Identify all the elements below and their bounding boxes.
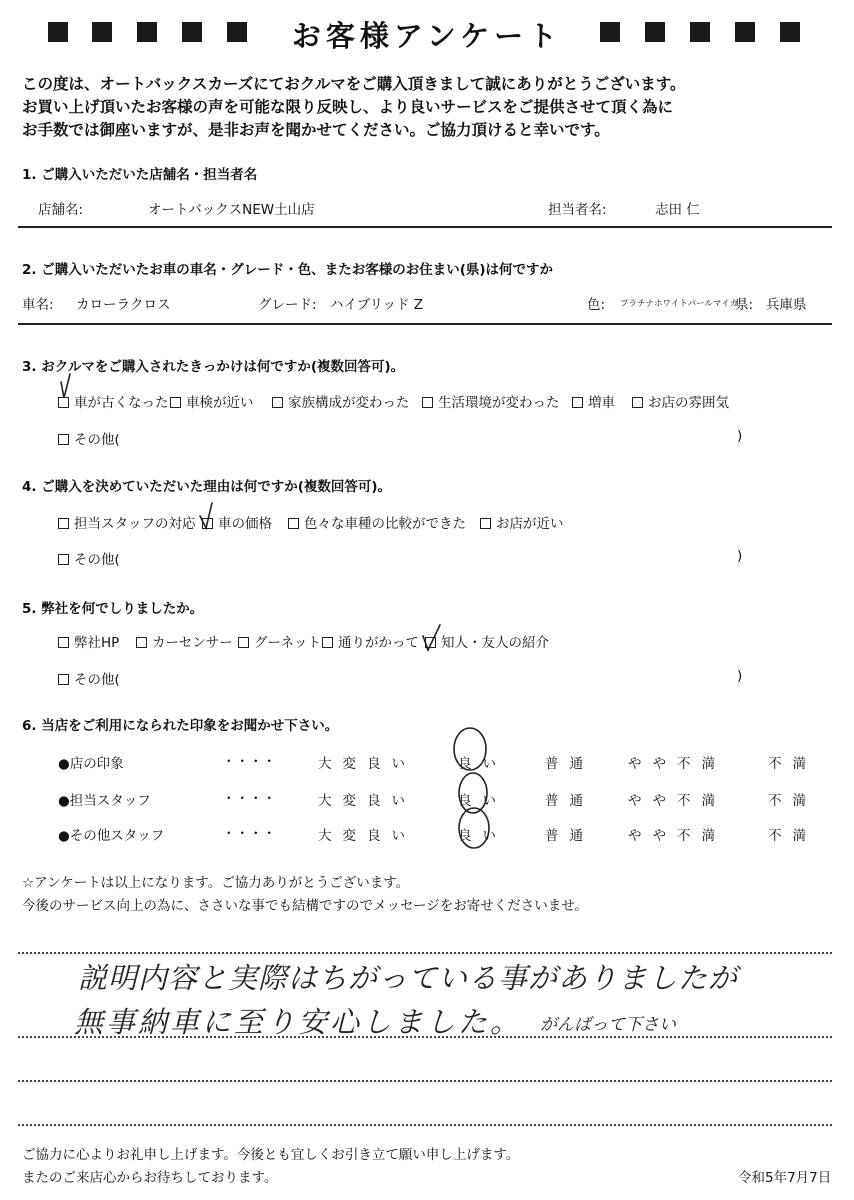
grade-label: グレード: xyxy=(258,297,317,313)
q5-option[interactable]: 弊社HP xyxy=(58,631,119,651)
q4-option[interactable]: お店が近い xyxy=(480,512,564,532)
footer-line-2: またのご来店心からお待ちしております。 xyxy=(22,1170,278,1186)
checkbox-icon[interactable] xyxy=(632,397,643,408)
intro-line-1: この度は、オートバックスカーズにておクルマをご購入頂きまして誠にありがとうございます。 xyxy=(22,75,686,93)
car-label: 車名: xyxy=(22,297,54,313)
checkbox-icon[interactable] xyxy=(170,397,181,408)
checkbox-icon[interactable] xyxy=(480,518,491,529)
checkbox-icon[interactable] xyxy=(272,397,283,408)
q3-other-close: ) xyxy=(737,428,743,444)
scale-dissatisfied[interactable]: 不満 xyxy=(768,756,817,772)
scale-normal[interactable]: 普通 xyxy=(545,828,594,844)
pref-value: 兵庫県 xyxy=(766,297,807,313)
message-line xyxy=(18,952,832,954)
intro-line-3: お手数では御座いますが、是非お声を聞かせてください。ご協力頂けると幸いです。 xyxy=(22,121,610,139)
color-value: プラチナホワイトパールマイカ xyxy=(620,299,738,309)
scale-very-good[interactable]: 大変良い xyxy=(318,793,416,809)
checkbox-icon[interactable] xyxy=(322,637,333,648)
scale-good[interactable]: 良い xyxy=(458,793,507,809)
scale-very-good[interactable]: 大変良い xyxy=(318,756,416,772)
checkbox-icon[interactable] xyxy=(202,518,213,529)
leader-dots: ・・・・ xyxy=(222,754,276,770)
q4-other-close: ) xyxy=(737,548,743,564)
impression-row-label: ●担当スタッフ xyxy=(58,793,151,809)
q3-option[interactable]: 増車 xyxy=(572,391,615,411)
q5-other-close: ) xyxy=(737,668,743,684)
scale-somewhat-dissatisfied[interactable]: やや不満 xyxy=(628,756,726,772)
q4-option[interactable]: 車の価格 xyxy=(202,512,272,532)
q5-option[interactable]: 通りがかって xyxy=(322,631,419,651)
checkbox-icon[interactable] xyxy=(58,434,69,445)
car-value: カローラクロス xyxy=(76,297,171,313)
impression-row-label: ●その他スタッフ xyxy=(58,828,165,844)
scale-dissatisfied[interactable]: 不満 xyxy=(768,793,817,809)
q3-option[interactable]: 家族構成が変わった xyxy=(272,391,409,411)
handwritten-message-line-1: 説明内容と実際はちがっている事がありましたが xyxy=(78,961,739,995)
footer-line-1: ご協力に心よりお礼申し上げます。今後とも宜しくお引き立て願い申し上げます。 xyxy=(22,1147,520,1163)
q5-title: 5. 弊社を何でしりましたか。 xyxy=(22,601,204,617)
checkbox-icon[interactable] xyxy=(58,637,69,648)
closing-line-1: ☆アンケートは以上になります。ご協力ありがとうございます。 xyxy=(22,875,410,891)
q5-option[interactable]: カーセンサー xyxy=(136,631,233,651)
q3-option[interactable]: お店の雰囲気 xyxy=(632,391,729,411)
scale-very-good[interactable]: 大変良い xyxy=(318,828,416,844)
q3-option[interactable]: 車が古くなった xyxy=(58,391,169,411)
message-line xyxy=(18,1080,832,1082)
page-title: お客様アンケート xyxy=(291,19,563,53)
checkbox-icon[interactable] xyxy=(136,637,147,648)
scale-dissatisfied[interactable]: 不満 xyxy=(768,828,817,844)
q5-option[interactable]: グーネット xyxy=(238,631,321,651)
q4-option[interactable]: 色々な車種の比較ができた xyxy=(288,512,466,532)
q3-title: 3. おクルマをご購入されたきっかけは何ですか(複数回答可)。 xyxy=(22,359,405,375)
q2-title: 2. ご購入いただいたお車の車名・グレード・色、またお客様のお住まい(県)は何ですか xyxy=(22,262,554,278)
scale-normal[interactable]: 普通 xyxy=(545,756,594,772)
checkbox-icon[interactable] xyxy=(58,554,69,565)
color-label: 色: xyxy=(587,297,606,313)
leader-dots: ・・・・ xyxy=(222,791,276,807)
grade-value: ハイブリッド Z xyxy=(330,297,424,313)
staff-value: 志田 仁 xyxy=(655,202,700,218)
q4-title: 4. ご購入を決めていただいた理由は何ですか(複数回答可)。 xyxy=(22,479,392,495)
q4-option[interactable]: 担当スタッフの対応 xyxy=(58,512,196,532)
q5-other[interactable]: その他( xyxy=(58,668,120,688)
staff-label: 担当者名: xyxy=(548,202,607,218)
q6-title: 6. 当店をご利用になられた印象をお聞かせ下さい。 xyxy=(22,718,339,734)
q3-option[interactable]: 車検が近い xyxy=(170,391,254,411)
q1-title: 1. ご購入いただいた店舗名・担当者名 xyxy=(22,167,258,183)
checkbox-icon[interactable] xyxy=(58,518,69,529)
footer-date: 令和5年7月7日 xyxy=(738,1170,832,1186)
intro-line-2: お買い上げ頂いたお客様の声を可能な限り反映し、より良いサービスをご提供させて頂く為に xyxy=(22,98,674,116)
leader-dots: ・・・・ xyxy=(222,826,276,842)
store-label: 店舗名: xyxy=(38,202,84,218)
scale-good[interactable]: 良い xyxy=(458,756,507,772)
checkbox-icon[interactable] xyxy=(58,397,69,408)
checkbox-icon[interactable] xyxy=(422,397,433,408)
store-value: オートバックスNEW土山店 xyxy=(148,202,315,218)
scale-good[interactable]: 良い xyxy=(458,828,507,844)
message-line xyxy=(18,1124,832,1126)
q3-other[interactable]: その他( xyxy=(58,428,120,448)
scale-somewhat-dissatisfied[interactable]: やや不満 xyxy=(628,828,726,844)
checkbox-icon[interactable] xyxy=(288,518,299,529)
q4-other[interactable]: その他( xyxy=(58,548,120,568)
checkbox-icon[interactable] xyxy=(425,637,436,648)
q5-option[interactable]: 知人・友人の紹介 xyxy=(425,631,549,651)
divider xyxy=(18,226,832,228)
closing-line-2: 今後のサービス向上の為に、ささいな事でも結構ですのでメッセージをお寄せくださいませ。 xyxy=(22,898,588,914)
scale-somewhat-dissatisfied[interactable]: やや不満 xyxy=(628,793,726,809)
checkbox-icon[interactable] xyxy=(572,397,583,408)
scale-normal[interactable]: 普通 xyxy=(545,793,594,809)
q3-option[interactable]: 生活環境が変わった xyxy=(422,391,559,411)
checkbox-icon[interactable] xyxy=(238,637,249,648)
handwritten-message-line-2: 無事納車に至り安心しました。 xyxy=(74,1005,523,1039)
divider xyxy=(18,323,832,325)
pref-label: 県: xyxy=(735,297,754,313)
checkbox-icon[interactable] xyxy=(58,674,69,685)
handwritten-message-line-2b: がんばって下さい xyxy=(540,1015,676,1035)
impression-row-label: ●店の印象 xyxy=(58,756,124,772)
